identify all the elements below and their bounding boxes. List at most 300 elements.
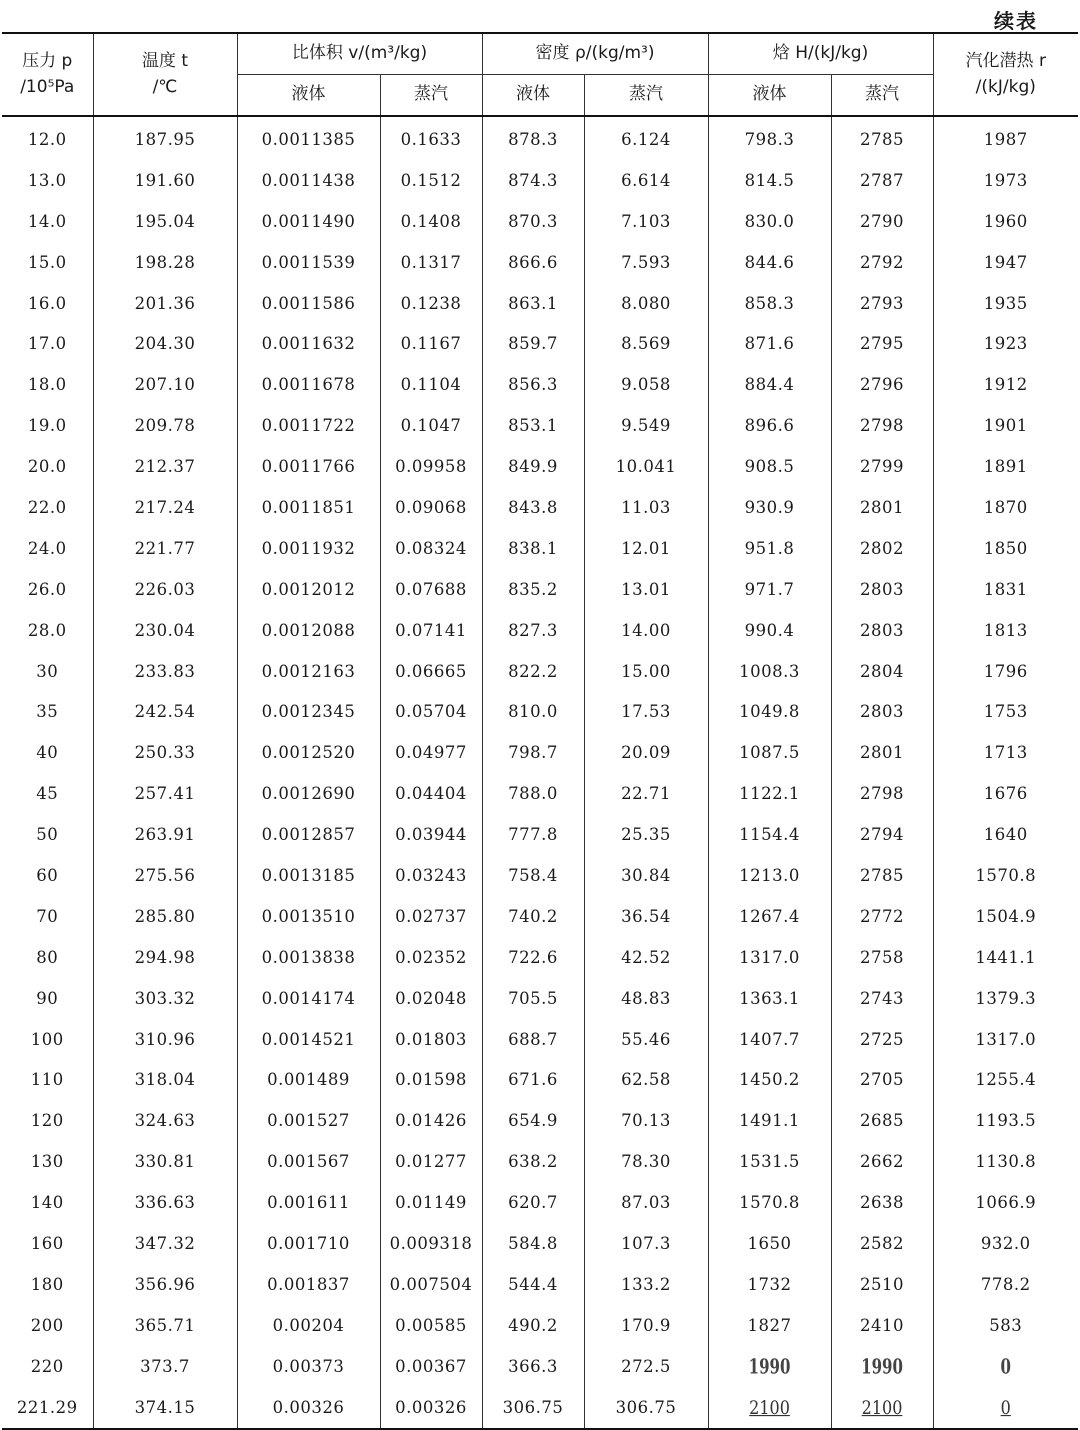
cell-value: 22.71 [621,784,671,804]
cell-value: 14.0 [27,211,67,231]
cell-value: 0.1238 [400,293,462,313]
cell-density-liquid [482,323,584,364]
subheader-volume-vapor: 蒸汽 [380,75,482,117]
cell-density-vapor [584,119,708,160]
cell-enthalpy-vapor [831,446,933,487]
cell-value: 0.02048 [395,988,467,1008]
cell-value: 356.96 [134,1274,196,1294]
cell-value: 36.54 [621,906,671,926]
cell-volume-vapor [380,896,482,937]
cell-value: 1267.4 [739,906,800,926]
cell-value: 810.0 [508,702,558,722]
cell-density-liquid [482,1100,584,1141]
table-row [2,1264,1078,1305]
cell-value: 1960 [983,211,1028,231]
table-row [2,201,1078,242]
cell-density-liquid [482,1182,584,1223]
cell-value: 866.6 [508,252,558,272]
cell-latent-heat [933,160,1078,201]
cell-latent-heat [933,323,1078,364]
cell-value: 242.54 [134,702,196,722]
cell-value: 0.00585 [395,1315,467,1335]
cell-latent-heat [933,201,1078,242]
cell-density-vapor [584,1387,708,1429]
cell-value: 17.53 [621,702,671,722]
cell-value: 13.01 [621,579,671,599]
cell-volume-liquid [237,1346,380,1387]
cell-value: 78.30 [621,1152,671,1172]
cell-volume-liquid [237,569,380,610]
header-pressure-unit: /10⁵Pa [20,76,75,97]
cell-value: 1066.9 [975,1193,1037,1213]
cell-value: 0.01803 [395,1029,467,1049]
cell-latent-heat [933,1223,1078,1264]
cell-latent-heat [933,1264,1078,1305]
cell-value: 0.1104 [400,375,462,395]
table-row [2,1141,1078,1182]
cell-volume-vapor [380,773,482,814]
cell-volume-liquid [237,1100,380,1141]
cell-value: 490.2 [508,1315,558,1335]
table-row [2,732,1078,773]
cell-value: 1087.5 [739,743,800,763]
cell-value: 198.28 [134,252,196,272]
cell-value: 0.009318 [389,1233,473,1253]
cell-value: 1450.2 [739,1070,800,1090]
cell-latent-heat [933,1019,1078,1060]
cell-density-liquid [482,1059,584,1100]
table-row [2,896,1078,937]
cell-volume-liquid [237,773,380,814]
cell-enthalpy-vapor [831,651,933,692]
cell-value: 374.15 [134,1397,196,1417]
cell-value: 1193.5 [975,1111,1037,1131]
cell-temperature [93,1223,237,1264]
cell-value: 2798 [860,416,905,436]
table-row [2,364,1078,405]
cell-volume-vapor [380,610,482,651]
cell-value: 11.03 [621,497,671,517]
cell-value: 908.5 [744,457,795,477]
cell-value: 140 [30,1193,64,1213]
cell-enthalpy-vapor [831,1305,933,1346]
cell-value: 17.0 [27,334,67,354]
cell-latent-heat [933,610,1078,651]
cell-value: 16.0 [27,293,67,313]
cell-latent-heat [933,1100,1078,1141]
cell-volume-vapor [380,814,482,855]
cell-value: 0.0014174 [261,988,356,1008]
cell-value: 1676 [983,784,1028,804]
cell-value: 798.3 [744,129,795,149]
cell-temperature [93,937,237,978]
cell-volume-liquid [237,1305,380,1346]
cell-value: 330.81 [134,1152,196,1172]
cell-enthalpy-vapor [831,773,933,814]
cell-value: 221.29 [16,1397,78,1417]
cell-volume-vapor [380,978,482,1019]
table-row [2,323,1078,364]
subheader-volume-liquid: 液体 [237,75,380,117]
cell-enthalpy-vapor [831,1223,933,1264]
cell-latent-heat [933,896,1078,937]
cell-value: 40 [36,743,59,763]
cell-value: 688.7 [508,1029,558,1049]
cell-value: 9.058 [621,375,671,395]
cell-value: 1831 [983,579,1028,599]
cell-volume-liquid [237,1387,380,1429]
header-latent-heat-name: 汽化潜热 r [965,51,1046,71]
cell-value: 896.6 [744,416,795,436]
cell-value: 0 [1000,1396,1011,1418]
cell-value: 878.3 [508,129,558,149]
cell-density-liquid [482,651,584,692]
cell-value: 2772 [860,906,905,926]
cell-value: 7.103 [621,211,671,231]
cell-enthalpy-liquid [708,773,831,814]
cell-value: 7.593 [621,252,671,272]
cell-pressure [2,119,93,160]
cell-density-vapor [584,691,708,732]
cell-value: 2638 [860,1193,905,1213]
cell-enthalpy-vapor [831,487,933,528]
cell-latent-heat [933,242,1078,283]
cell-density-vapor [584,528,708,569]
cell-volume-liquid [237,528,380,569]
cell-value: 930.9 [744,497,795,517]
cell-latent-heat [933,283,1078,324]
cell-enthalpy-liquid [708,1182,831,1223]
cell-pressure [2,937,93,978]
cell-value: 2662 [860,1152,905,1172]
cell-value: 798.7 [508,743,558,763]
cell-value: 705.5 [508,988,558,1008]
cell-value: 788.0 [508,784,558,804]
header-latent-heat [933,33,1078,116]
cell-enthalpy-liquid [708,1223,831,1264]
cell-value: 12.0 [27,129,67,149]
cell-pressure [2,1346,93,1387]
cell-latent-heat [933,732,1078,773]
cell-pressure [2,1182,93,1223]
cell-enthalpy-vapor [831,1387,933,1429]
cell-value: 26.0 [27,579,67,599]
cell-pressure [2,242,93,283]
cell-value: 777.8 [508,825,558,845]
cell-density-vapor [584,896,708,937]
cell-value: 0.001710 [267,1233,350,1253]
cell-value: 0.00373 [272,1356,345,1376]
cell-enthalpy-liquid [708,1387,831,1429]
cell-volume-vapor [380,364,482,405]
cell-latent-heat [933,651,1078,692]
cell-temperature [93,487,237,528]
subheader-enthalpy-liquid: 液体 [708,75,831,117]
cell-latent-heat [933,1305,1078,1346]
cell-volume-liquid [237,119,380,160]
cell-density-liquid [482,1346,584,1387]
cell-enthalpy-vapor [831,242,933,283]
cell-value: 6.614 [621,170,671,190]
cell-density-liquid [482,610,584,651]
cell-latent-heat [933,1059,1078,1100]
cell-volume-vapor [380,651,482,692]
cell-value: 0.0014521 [261,1029,356,1049]
cell-value: 18.0 [27,375,67,395]
cell-enthalpy-liquid [708,937,831,978]
cell-temperature [93,978,237,1019]
cell-value: 0.0012163 [261,661,356,681]
cell-temperature [93,242,237,283]
table-row [2,1059,1078,1100]
cell-volume-liquid [237,651,380,692]
cell-volume-liquid [237,610,380,651]
cell-pressure [2,978,93,1019]
cell-value: 62.58 [621,1070,671,1090]
cell-density-liquid [482,732,584,773]
cell-temperature [93,160,237,201]
cell-enthalpy-vapor [831,1141,933,1182]
cell-value: 2802 [860,538,905,558]
cell-volume-vapor [380,1019,482,1060]
cell-pressure [2,1387,93,1429]
cell-value: 583 [989,1315,1023,1335]
cell-value: 1990 [861,1354,903,1379]
cell-volume-vapor [380,283,482,324]
cell-value: 50 [36,825,59,845]
cell-volume-vapor [380,119,482,160]
cell-enthalpy-vapor [831,1346,933,1387]
cell-pressure [2,610,93,651]
cell-value: 22.0 [27,497,67,517]
cell-density-liquid [482,1264,584,1305]
cell-latent-heat [933,569,1078,610]
cell-pressure [2,283,93,324]
cell-value: 2100 [861,1396,903,1418]
cell-value: 2798 [860,784,905,804]
cell-pressure [2,160,93,201]
cell-volume-liquid [237,855,380,896]
cell-enthalpy-liquid [708,1059,831,1100]
cell-value: 221.77 [134,538,196,558]
cell-enthalpy-vapor [831,160,933,201]
cell-value: 12.01 [621,538,671,558]
cell-value: 822.2 [508,661,558,681]
cell-value: 1213.0 [739,865,800,885]
table-row [2,1346,1078,1387]
cell-value: 0.1167 [400,334,462,354]
cell-value: 303.32 [134,988,196,1008]
cell-value: 2743 [860,988,905,1008]
cell-volume-liquid [237,1059,380,1100]
cell-volume-liquid [237,160,380,201]
table-row [2,1223,1078,1264]
cell-value: 2725 [860,1029,905,1049]
cell-value: 0.0011586 [261,293,356,313]
cell-pressure [2,1305,93,1346]
cell-enthalpy-liquid [708,242,831,283]
cell-value: 951.8 [744,538,795,558]
cell-temperature [93,855,237,896]
cell-value: 1491.1 [739,1111,800,1131]
cell-density-liquid [482,283,584,324]
cell-value: 8.569 [621,334,671,354]
cell-value: 814.5 [744,170,795,190]
cell-value: 1827 [747,1315,792,1335]
cell-value: 130 [30,1152,64,1172]
cell-volume-vapor [380,1182,482,1223]
cell-value: 0.01426 [395,1111,467,1131]
cell-pressure [2,1264,93,1305]
cell-value: 133.2 [621,1274,671,1294]
cell-value: 55.46 [621,1029,671,1049]
cell-value: 45 [36,784,59,804]
cell-value: 30 [36,661,59,681]
subheader-enthalpy-vapor: 蒸汽 [831,75,933,117]
cell-enthalpy-vapor [831,896,933,937]
cell-volume-vapor [380,1223,482,1264]
cell-enthalpy-vapor [831,855,933,896]
cell-value: 160 [30,1233,64,1253]
cell-temperature [93,283,237,324]
cell-value: 0.0011678 [261,375,356,395]
cell-volume-vapor [380,855,482,896]
cell-latent-heat [933,1346,1078,1387]
cell-volume-vapor [380,1346,482,1387]
cell-value: 201.36 [134,293,196,313]
cell-value: 0.02352 [395,947,467,967]
cell-value: 1947 [983,252,1028,272]
cell-density-vapor [584,651,708,692]
cell-value: 187.95 [134,129,196,149]
cell-value: 0.0011722 [261,416,356,436]
header-temperature [93,33,237,116]
cell-value: 20.09 [621,743,671,763]
cell-value: 25.35 [621,825,671,845]
cell-value: 0.1317 [400,252,462,272]
cell-volume-vapor [380,1100,482,1141]
cell-density-liquid [482,242,584,283]
cell-temperature [93,1100,237,1141]
cell-density-liquid [482,1387,584,1429]
cell-value: 0.01149 [395,1193,467,1213]
cell-value: 0.09958 [395,457,467,477]
cell-temperature [93,814,237,855]
cell-volume-vapor [380,1141,482,1182]
cell-pressure [2,896,93,937]
cell-value: 191.60 [134,170,196,190]
cell-temperature [93,119,237,160]
cell-volume-liquid [237,446,380,487]
cell-value: 2758 [860,947,905,967]
cell-volume-vapor [380,160,482,201]
cell-value: 0.1512 [400,170,462,190]
cell-density-vapor [584,1182,708,1223]
cell-enthalpy-vapor [831,364,933,405]
cell-value: 180 [30,1274,64,1294]
table-row [2,610,1078,651]
cell-value: 2796 [860,375,905,395]
cell-enthalpy-vapor [831,569,933,610]
cell-density-vapor [584,732,708,773]
cell-value: 2794 [860,825,905,845]
cell-density-vapor [584,405,708,446]
table-row [2,569,1078,610]
cell-value: 1891 [983,457,1028,477]
cell-value: 1732 [747,1274,792,1294]
cell-value: 80 [36,947,59,967]
cell-pressure [2,1141,93,1182]
cell-enthalpy-vapor [831,1019,933,1060]
cell-value: 110 [30,1070,64,1090]
cell-volume-vapor [380,937,482,978]
cell-value: 884.4 [744,375,795,395]
cell-value: 0.0012345 [261,702,356,722]
cell-value: 0.0012012 [261,579,356,599]
cell-value: 0.1047 [400,416,462,436]
cell-volume-vapor [380,405,482,446]
cell-value: 24.0 [27,538,67,558]
cell-temperature [93,1305,237,1346]
cell-enthalpy-liquid [708,855,831,896]
cell-value: 233.83 [134,661,196,681]
cell-value: 0.0011851 [261,497,356,517]
cell-density-vapor [584,1346,708,1387]
cell-enthalpy-liquid [708,978,831,1019]
cell-value: 347.32 [134,1233,196,1253]
cell-enthalpy-liquid [708,1346,831,1387]
cell-value: 740.2 [508,906,558,926]
cell-enthalpy-liquid [708,610,831,651]
cell-temperature [93,323,237,364]
cell-enthalpy-vapor [831,323,933,364]
cell-value: 0.1408 [400,211,462,231]
cell-latent-heat [933,364,1078,405]
cell-density-liquid [482,201,584,242]
cell-value: 365.71 [134,1315,196,1335]
cell-value: 844.6 [744,252,795,272]
cell-volume-liquid [237,1264,380,1305]
cell-density-liquid [482,1019,584,1060]
cell-value: 306.75 [502,1397,564,1417]
cell-value: 0.001489 [267,1070,350,1090]
cell-value: 0.06665 [395,661,467,681]
cell-temperature [93,691,237,732]
header-temperature-unit: /℃ [152,76,178,97]
cell-value: 1531.5 [739,1152,800,1172]
cell-volume-liquid [237,283,380,324]
cell-value: 15.00 [621,661,671,681]
cell-value: 70 [36,906,59,926]
cell-value: 1990 [748,1354,791,1379]
cell-enthalpy-liquid [708,119,831,160]
cell-temperature [93,1141,237,1182]
cell-value: 1870 [983,497,1028,517]
cell-enthalpy-liquid [708,691,831,732]
cell-value: 15.0 [27,252,67,272]
cell-volume-liquid [237,364,380,405]
cell-enthalpy-vapor [831,283,933,324]
subheader-density-liquid: 液体 [482,75,584,117]
cell-temperature [93,405,237,446]
table-row [2,773,1078,814]
cell-value: 0.001527 [267,1111,350,1131]
saturated-steam-table [2,32,1078,1430]
cell-enthalpy-liquid [708,446,831,487]
cell-value: 853.1 [508,416,558,436]
cell-volume-liquid [237,405,380,446]
cell-value: 1935 [983,293,1028,313]
